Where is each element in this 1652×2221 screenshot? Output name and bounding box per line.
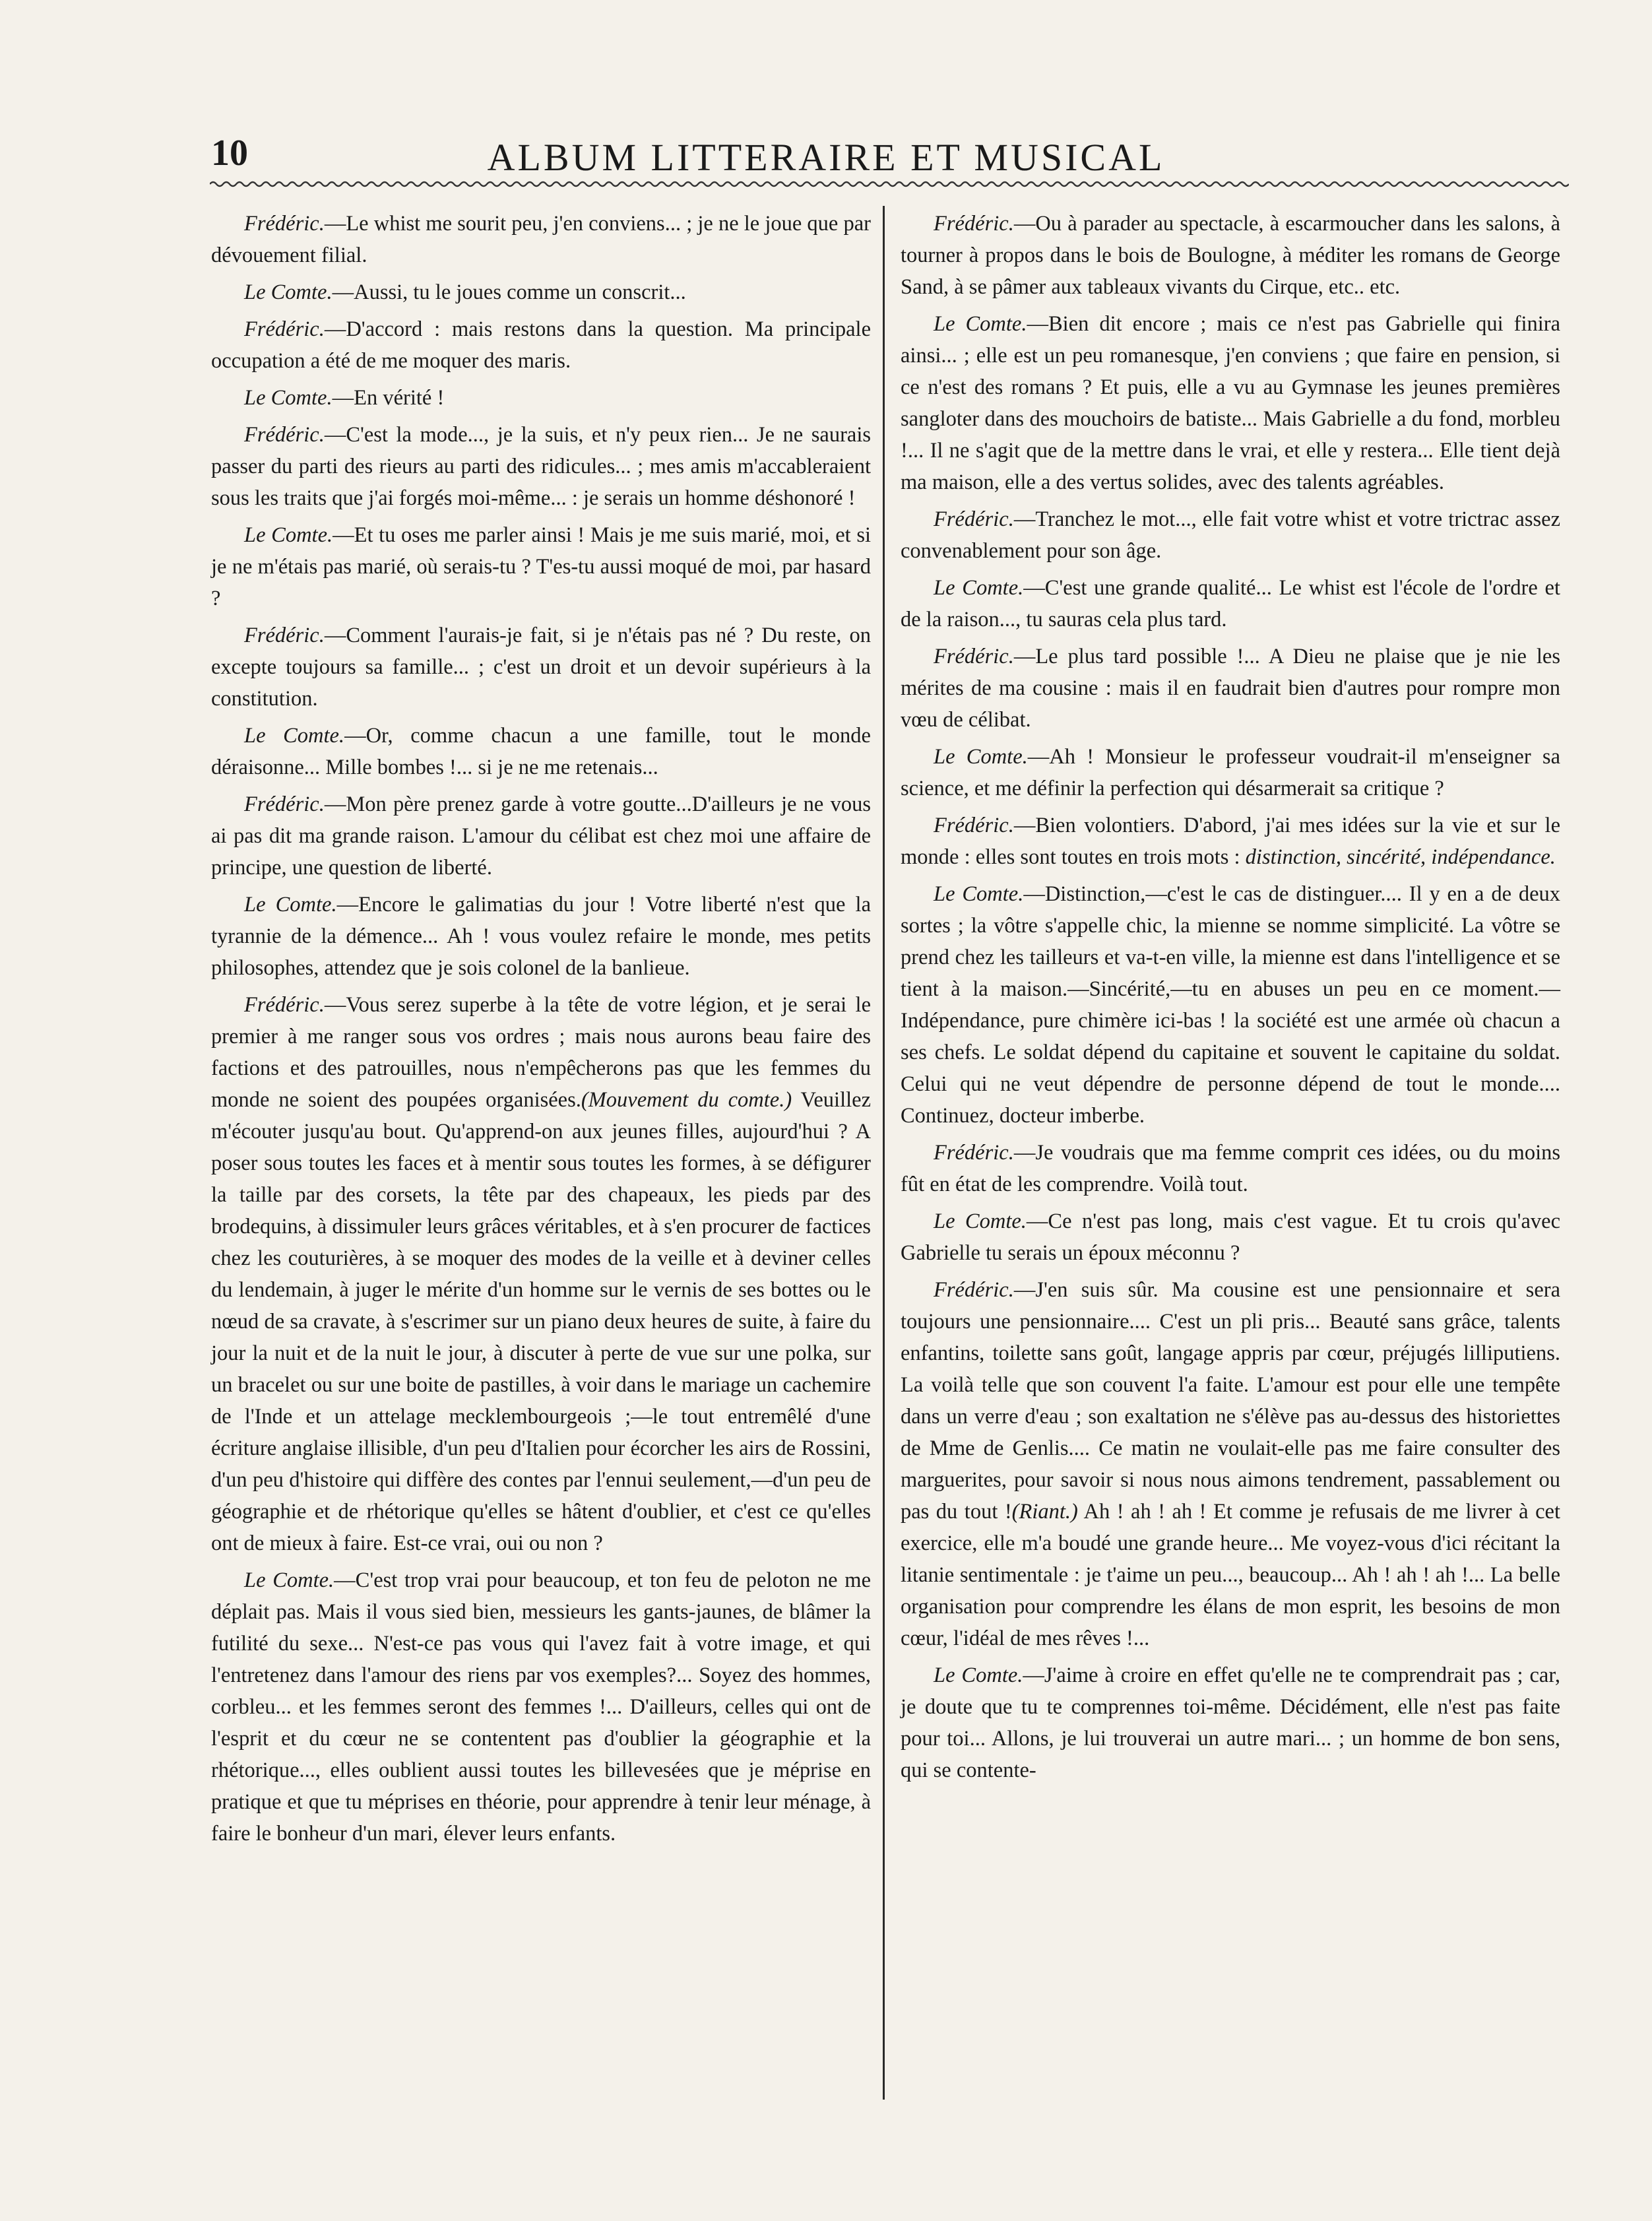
speaker-name: Le Comte.	[934, 1663, 1023, 1687]
dialogue-paragraph	[901, 1274, 1560, 1654]
dialogue-text: —J'en suis sûr. Ma cousine est une pensionnaire et sera toujours une pensionnaire.... C'est un pli pris... Beauté sans grâce, talents enfantins, toilette sans goût, langage appris par cœur, préjugés lilliputiens. La voilà telle que son couvent l'a faite. L'amour est pour elle une tempête dans un verre d'eau ; son exaltation ne s'élève pas au-dessus des historiettes de Mme de Genlis.... Ce matin ne voulait-elle pas me faire consulter des marguerites, pour savoir si nous nous aimons tendrement, passablement ou pas du tout !	[901, 1278, 1560, 1524]
dialogue-text: —Ah ! Monsieur le professeur voudrait-il m'enseigner sa science, et me définir la perfection qui désarmerait sa critique ?	[901, 745, 1560, 800]
speaker-name: Le Comte.	[244, 1568, 334, 1592]
dialogue-paragraph	[211, 419, 871, 514]
dialogue-text: —Et tu oses me parler ainsi ! Mais je me suis marié, moi, et si je ne m'étais pas marié, où serais-tu ? T'es-tu aussi moqué de moi, par hasard ?	[211, 523, 871, 610]
speaker-name: Le Comte.	[934, 576, 1024, 600]
ornamental-rule	[210, 179, 1569, 189]
dialogue-paragraph	[211, 519, 871, 614]
dialogue-paragraph	[901, 878, 1560, 1132]
stage-direction: (Mouvement du comte.)	[581, 1088, 792, 1112]
dialogue-text: —En vérité !	[332, 386, 445, 410]
dialogue-text: —Mon père prenez garde à votre goutte...D'ailleurs je ne vous ai pas dit ma grande raison. L'amour du célibat est chez moi une affaire de principe, une question de liberté.	[211, 792, 871, 880]
dialogue-paragraph	[901, 641, 1560, 736]
speaker-name: Le Comte.	[244, 893, 337, 917]
dialogue-text: —C'est une grande qualité... Le whist est l'école de l'ordre et de la raison..., tu sauras cela plus tard.	[901, 576, 1560, 631]
dialogue-paragraph	[901, 503, 1560, 567]
speaker-name: Frédéric.	[934, 645, 1014, 668]
running-head: ALBUM LITTERAIRE ET MUSICAL	[487, 136, 1165, 179]
speaker-name: Le Comte.	[934, 312, 1027, 336]
dialogue-text: —Encore le galimatias du jour ! Votre liberté n'est que la tyrannie de la démence... Ah ! vous voulez refaire le monde, mes petits philosophes, attendez que je sois colonel de la banlieue.	[211, 893, 872, 980]
dialogue-text: —J'aime à croire en effet qu'elle ne te comprendrait pas ; car, je doute que tu te comprennes toi-même. Décidément, elle n'est pas faite pour toi... Allons, je lui trouverai un autre mari... ; un homme de bon sens, qui se contente-	[901, 1663, 1560, 1782]
dialogue-paragraph	[901, 741, 1560, 804]
page-number: 10	[211, 133, 248, 174]
speaker-name: Frédéric.	[244, 423, 325, 447]
speaker-name: Frédéric.	[244, 624, 325, 647]
speaker-name: Frédéric.	[934, 212, 1014, 236]
dialogue-paragraph	[211, 382, 871, 414]
dialogue-text: —Ou à parader au spectacle, à escarmoucher dans les salons, à tourner à propos dans le bois de Boulogne, à méditer les romans de George Sand, à se pâmer aux tableaux vivants du Cirque, etc.. etc.	[901, 212, 1560, 299]
right-column	[901, 208, 1560, 1791]
dialogue-paragraph	[901, 308, 1560, 498]
dialogue-paragraph	[211, 720, 871, 783]
dialogue-paragraph	[211, 313, 871, 377]
dialogue-text: —Distinction,—c'est le cas de distinguer.... Il y en a de deux sortes ; la vôtre s'appelle chic, la mienne se nomme simplicité. La vôtre se prend chez les tailleurs et va-t-en ville, la mienne est dans l'intelligence et se tient à la maison.—Sincérité,—tu en abuses un peu en ce moment.—Indépendance, pure chimère ici-bas ! la société est une armée où chacun a ses chefs. Le soldat dépend du capitaine et souvent le capitaine du soldat. Celui qui ne veut dépendre de personne dépend de tout le monde.... Continuez, docteur imberbe.	[901, 882, 1561, 1128]
speaker-name: Frédéric.	[934, 1278, 1014, 1302]
dialogue-paragraph	[211, 276, 871, 308]
dialogue-text: —Bien dit encore ; mais ce n'est pas Gabrielle qui finira ainsi... ; elle est un peu romanesque, j'en conviens ; que faire en pension, si ce n'est des romans ? Et puis, elle a vu au Gymnase les jeunes premières sangloter dans des mouchoirs de batiste... Mais Gabrielle a du fond, morbleu !... Il ne s'agit que de la mettre dans le vrai, et elle y restera... Elle tient dejà ma maison, elle a des vertus solides, avec des talents agréables.	[901, 312, 1560, 494]
dialogue-text: —Aussi, tu le joues comme un conscrit...	[332, 280, 686, 304]
speaker-name: Le Comte.	[934, 882, 1024, 906]
dialogue-text: —Je voudrais que ma femme comprit ces idées, ou du moins fût en état de les comprendre. Voilà tout.	[901, 1141, 1560, 1196]
speaker-name: Le Comte.	[244, 386, 333, 410]
emphasis-text: distinction, sincérité, indépendance.	[1245, 845, 1556, 869]
speaker-name: Frédéric.	[934, 814, 1014, 837]
dialogue-paragraph	[211, 789, 871, 884]
dialogue-paragraph	[211, 1564, 871, 1850]
column-divider	[883, 206, 885, 2100]
dialogue-text: —Tranchez le mot..., elle fait votre whist et votre trictrac assez convenablement pour son âge.	[901, 507, 1560, 563]
dialogue-text: —Comment l'aurais-je fait, si je n'étais pas né ? Du reste, on excepte toujours sa famille... ; c'est un droit et un devoir supérieurs à la constitution.	[211, 624, 871, 711]
speaker-name: Le Comte.	[244, 280, 333, 304]
dialogue-text: —Ce n'est pas long, mais c'est vague. Et tu crois qu'avec Gabrielle tu serais un époux méconnu ?	[901, 1209, 1560, 1265]
dialogue-paragraph	[901, 1206, 1560, 1269]
dialogue-text: —C'est trop vrai pour beaucoup, et ton feu de peloton ne me déplait pas. Mais il vous sied bien, messieurs les gants-jaunes, de blâmer la futilité du sexe... N'est-ce pas vous qui l'avez fait à votre image, et qui l'entretenez dans l'amour des riens par vos exemples?... Soyez des hommes, corbleu... et les femmes seront des femmes !... D'ailleurs, celles qui ont de l'esprit et du cœur ne se contentent pas d'oublier la géographie et la rhétorique..., elles oublient aussi toutes les billevesées que je méprise en pratique et que tu méprises en théorie, pour apprendre à tenir leur ménage, à faire le bonheur d'un mari, élever leurs enfants.	[211, 1568, 871, 1846]
dialogue-text: —C'est la mode..., je la suis, et n'y peux rien... Je ne saurais passer du parti des rieurs au parti des ridicules... ; mes amis m'accableraient sous les traits que j'ai forgés moi-même... : je serais un homme déshonoré !	[211, 423, 871, 510]
dialogue-text: Ah ! ah ! ah ! Et comme je refusais de me livrer à cet exercice, elle m'a boudé une grande heure... Me voyez-vous d'ici récitant la litanie sentimentale : je t'aime un peu..., beaucoup... Ah ! ah ! ah !... La belle organisation pour comprendre les élans de mon esprit, les besoins de mon cœur, l'idéal de mes rêves !...	[901, 1500, 1560, 1650]
speaker-name: Frédéric.	[244, 993, 325, 1017]
speaker-name: Le Comte.	[934, 745, 1028, 769]
dialogue-paragraph	[901, 1137, 1560, 1200]
stage-direction: (Riant.)	[1011, 1500, 1078, 1524]
speaker-name: Frédéric.	[244, 792, 325, 816]
speaker-name: Frédéric.	[244, 212, 325, 236]
dialogue-paragraph	[211, 889, 871, 984]
dialogue-paragraph	[211, 620, 871, 715]
dialogue-text: Veuillez m'écouter jusqu'au bout. Qu'apprend-on aux jeunes filles, aujourd'hui ? A poser sous toutes les faces et à mentir sous toutes les formes, à se défigurer la taille par des corsets, la tête par des chapeaux, les pieds par des brodequins, à dissimuler leurs grâces véritables, et à s'en procurer de factices chez les couturières, à se moquer des modes de la veille et à deviner celles du lendemain, à juger le mérite d'un homme sur le vernis de ses bottes ou le nœud de sa cravate, à s'escrimer sur un piano deux heures de suite, à faire du jour la nuit et de la nuit le jour, à discuter à perte de vue sur une polka, sur un bracelet ou sur une boite de pastilles, à voir dans le mariage un cachemire de l'Inde et un attelage mecklembourgeois ;—le tout entremêlé d'une écriture anglaise illisible, d'un peu d'Italien pour écorcher les airs de Rossini, d'un peu d'histoire qui diffère des contes par l'ennui seulement,—d'un peu de géographie et de rhétorique qu'elles se hâtent d'oublier, et c'est ce qu'elles ont de mieux à faire. Est-ce vrai, oui ou non ?	[211, 1088, 871, 1555]
dialogue-paragraph	[901, 572, 1560, 635]
dialogue-text: —D'accord : mais restons dans la question. Ma principale occupation a été de me moquer des maris.	[211, 317, 871, 373]
dialogue-text: —Bien volontiers. D'abord, j'ai mes idées sur la vie et sur le monde : elles sont toutes en trois mots :	[901, 814, 1560, 869]
speaker-name: Frédéric.	[934, 507, 1014, 531]
speaker-name: Le Comte.	[244, 523, 333, 547]
dialogue-paragraph	[901, 208, 1560, 303]
dialogue-text: —Le plus tard possible !... A Dieu ne plaise que je nie les mérites de ma cousine : mais il en faudrait bien d'autres pour rompre mon vœu de célibat.	[901, 645, 1560, 732]
speaker-name: Le Comte.	[934, 1209, 1027, 1233]
speaker-name: Frédéric.	[244, 317, 325, 341]
speaker-name: Le Comte.	[244, 724, 345, 748]
dialogue-text: —Le whist me sourit peu, j'en conviens... ; je ne le joue que par dévouement filial.	[211, 212, 871, 267]
dialogue-paragraph	[211, 989, 871, 1559]
left-column	[211, 208, 871, 1855]
speaker-name: Frédéric.	[934, 1141, 1014, 1165]
dialogue-text: —Vous serez superbe à la tête de votre légion, et je serai le premier à me ranger sous vos ordres ; mais nous aurons beau faire des factions et des patrouilles, nous n'empêcherons pas que les femmes du monde ne soient des poupées organisées.	[211, 993, 871, 1112]
dialogue-paragraph	[901, 810, 1560, 873]
dialogue-text: —Or, comme chacun a une famille, tout le monde déraisonne... Mille bombes !... si je ne me retenais...	[211, 724, 871, 779]
dialogue-paragraph	[901, 1659, 1560, 1786]
dialogue-paragraph	[211, 208, 871, 271]
